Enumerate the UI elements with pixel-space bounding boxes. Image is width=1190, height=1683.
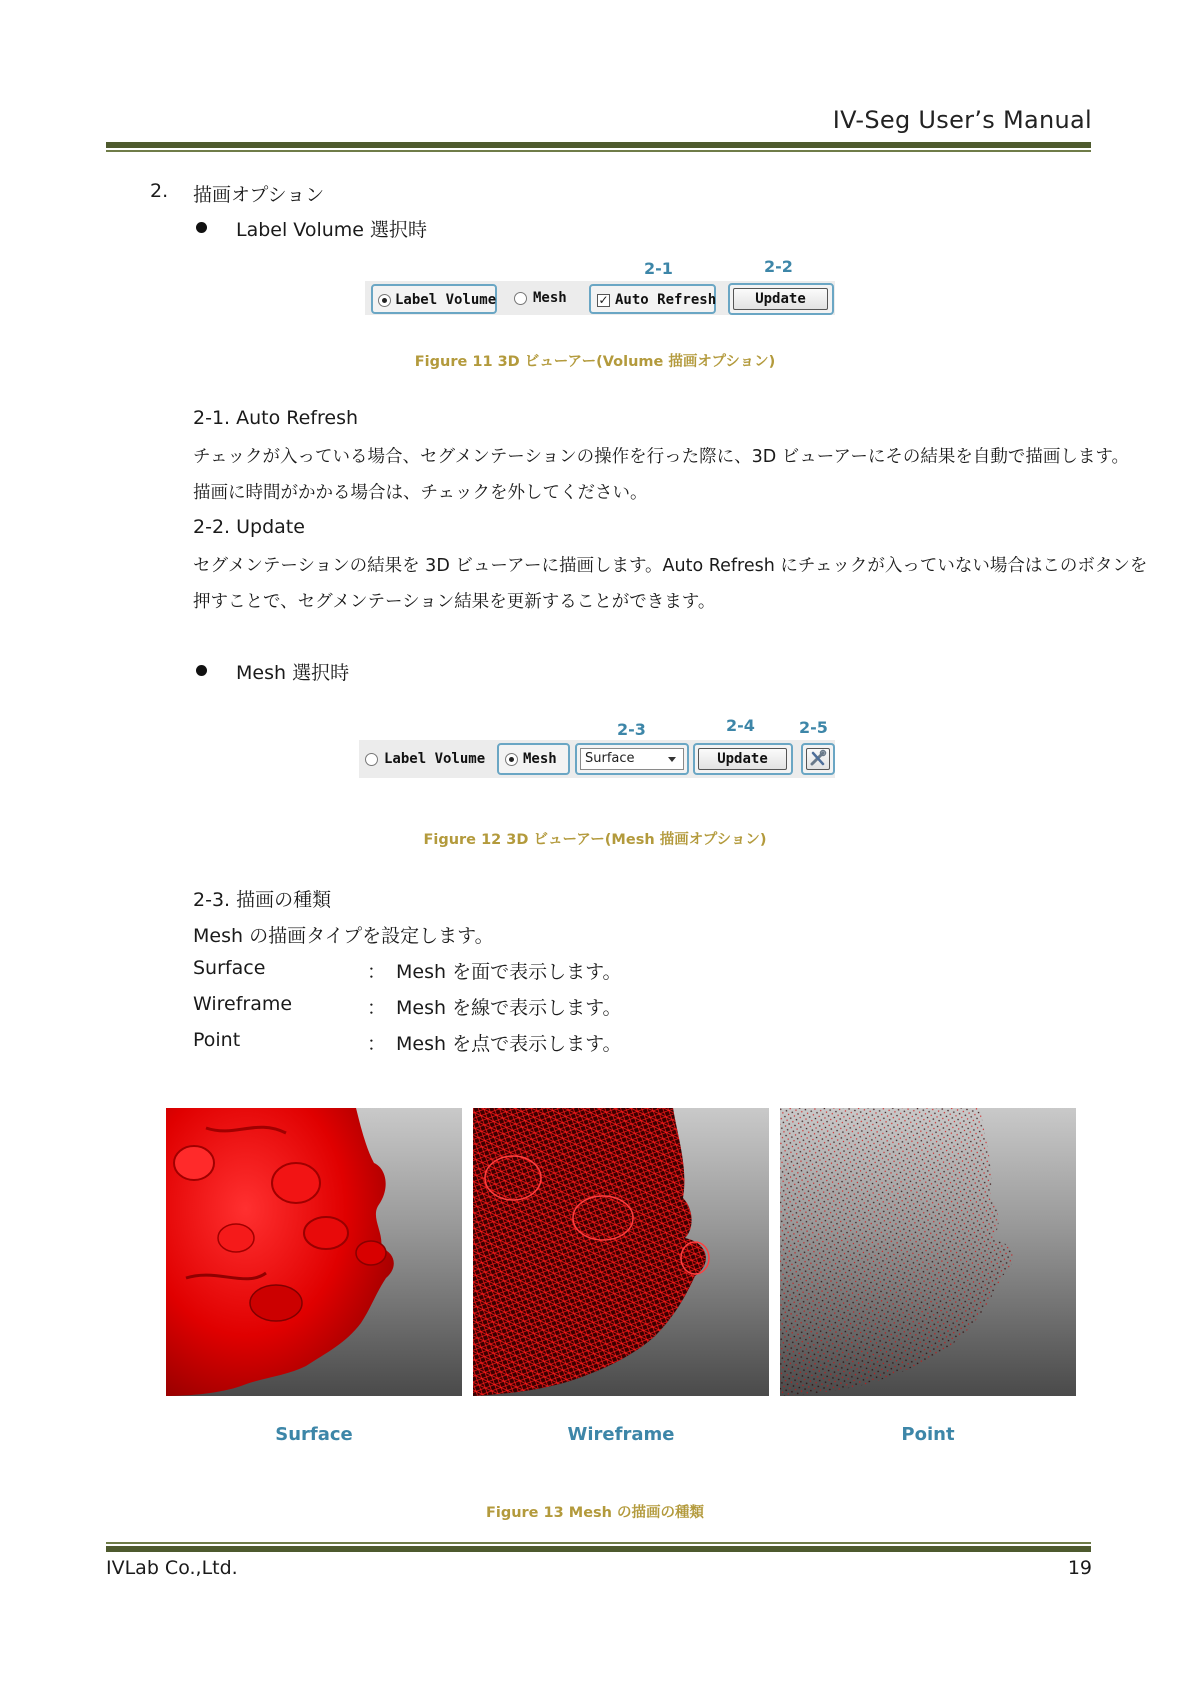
auto-refresh-heading: 2-1. Auto Refresh	[193, 407, 359, 429]
callout-2-3: 2-3	[617, 720, 646, 739]
mesh-radio-label: Mesh	[533, 290, 567, 306]
update-line1: セグメンテーションの結果を 3D ビューアーに描画します。Auto Refresh にチェックが入っていない場合はこのボタンを	[193, 556, 1148, 576]
callout-2-2: 2-2	[764, 257, 793, 276]
auto-refresh-check-group[interactable]	[589, 284, 716, 314]
figure-13-caption: Figure 13 Mesh の描画の種類	[485, 1505, 705, 1521]
update-button[interactable]: Update	[698, 748, 787, 770]
figure-11-caption: Figure 11 3D ビューアー(Volume 描画オプション)	[414, 354, 776, 370]
update-heading: 2-2. Update	[193, 516, 305, 538]
mesh-radio[interactable]	[505, 753, 518, 766]
label-volume-radio-group[interactable]	[371, 284, 497, 314]
bullet-label-volume: Label Volume 選択時	[236, 219, 428, 241]
mesh-radio-group[interactable]	[497, 743, 570, 775]
footer-rule	[106, 1546, 1091, 1552]
draw-type-term-wireframe: Wireframe	[193, 993, 293, 1015]
mesh-radio-label: Mesh	[523, 751, 557, 767]
draw-type-intro: Mesh の描画タイプを設定します。	[193, 925, 494, 947]
bullet-mesh: Mesh 選択時	[236, 662, 350, 684]
footer-company: IVLab Co.,Ltd.	[106, 1557, 238, 1579]
auto-refresh-checkbox[interactable]: ✓	[598, 293, 609, 307]
label-volume-radio[interactable]	[365, 753, 378, 766]
image-label-wireframe: Wireframe	[567, 1424, 675, 1445]
label-volume-radio[interactable]	[378, 294, 391, 307]
label-volume-radio-label: Label Volume	[395, 292, 497, 308]
point-render-image	[780, 1108, 1076, 1396]
draw-type-sep: ：	[367, 997, 387, 1019]
header-rule	[106, 142, 1091, 148]
section-number: 2.	[150, 180, 169, 202]
mesh-settings-button[interactable]	[806, 748, 830, 770]
callout-2-4: 2-4	[726, 716, 755, 735]
mesh-settings-button-frame	[801, 743, 835, 775]
auto-refresh-label: Auto Refresh	[615, 292, 717, 308]
figure-12-caption: Figure 12 3D ビューアー(Mesh 描画オプション)	[423, 832, 767, 848]
update-button-frame	[693, 743, 793, 775]
draw-type-desc-wireframe: Mesh を線で表示します。	[396, 997, 622, 1019]
page-number: 19	[1067, 1557, 1092, 1579]
bullet-dot	[196, 665, 207, 676]
mesh-radio[interactable]	[514, 292, 527, 305]
header-rule-thin	[106, 150, 1091, 152]
update-button-frame	[728, 283, 834, 315]
callout-2-5: 2-5	[799, 718, 828, 737]
render-type-select[interactable]	[580, 748, 684, 770]
bullet-dot	[196, 222, 207, 233]
draw-type-desc-point: Mesh を点で表示します。	[396, 1033, 622, 1055]
volume-toolbar	[365, 281, 835, 315]
draw-type-term-surface: Surface	[193, 957, 266, 979]
update-button[interactable]: Update	[733, 288, 828, 310]
section-title: 描画オプション	[193, 184, 325, 206]
label-volume-radio-label: Label Volume	[384, 751, 486, 767]
image-label-surface: Surface	[275, 1424, 353, 1445]
draw-type-term-point: Point	[193, 1029, 241, 1051]
callout-2-1: 2-1	[644, 259, 673, 278]
draw-type-sep: ：	[367, 1033, 387, 1055]
image-label-point: Point	[901, 1424, 955, 1445]
draw-type-desc-surface: Mesh を面で表示します。	[396, 961, 622, 983]
update-line2: 押すことで、セグメンテーション結果を更新することができます。	[193, 592, 716, 612]
mesh-toolbar	[359, 740, 835, 778]
surface-render-image	[166, 1108, 462, 1396]
draw-type-sep: ：	[367, 961, 387, 983]
tools-icon	[807, 749, 829, 769]
page-header-title: IV-Seg User’s Manual	[832, 106, 1092, 134]
draw-type-heading: 2-3. 描画の種類	[193, 889, 332, 911]
auto-refresh-line2: 描画に時間がかかる場合は、チェックを外してください。	[193, 483, 648, 503]
render-type-combo-frame	[575, 743, 689, 775]
render-type-value: Surface	[585, 751, 635, 766]
auto-refresh-line1: チェックが入っている場合、セグメンテーションの操作を行った際に、3D ビューアーにその結果を自動で描画します。	[193, 447, 1129, 467]
footer-rule-thin	[106, 1542, 1091, 1544]
wireframe-render-image	[473, 1108, 769, 1396]
chevron-down-icon[interactable]	[668, 757, 676, 762]
